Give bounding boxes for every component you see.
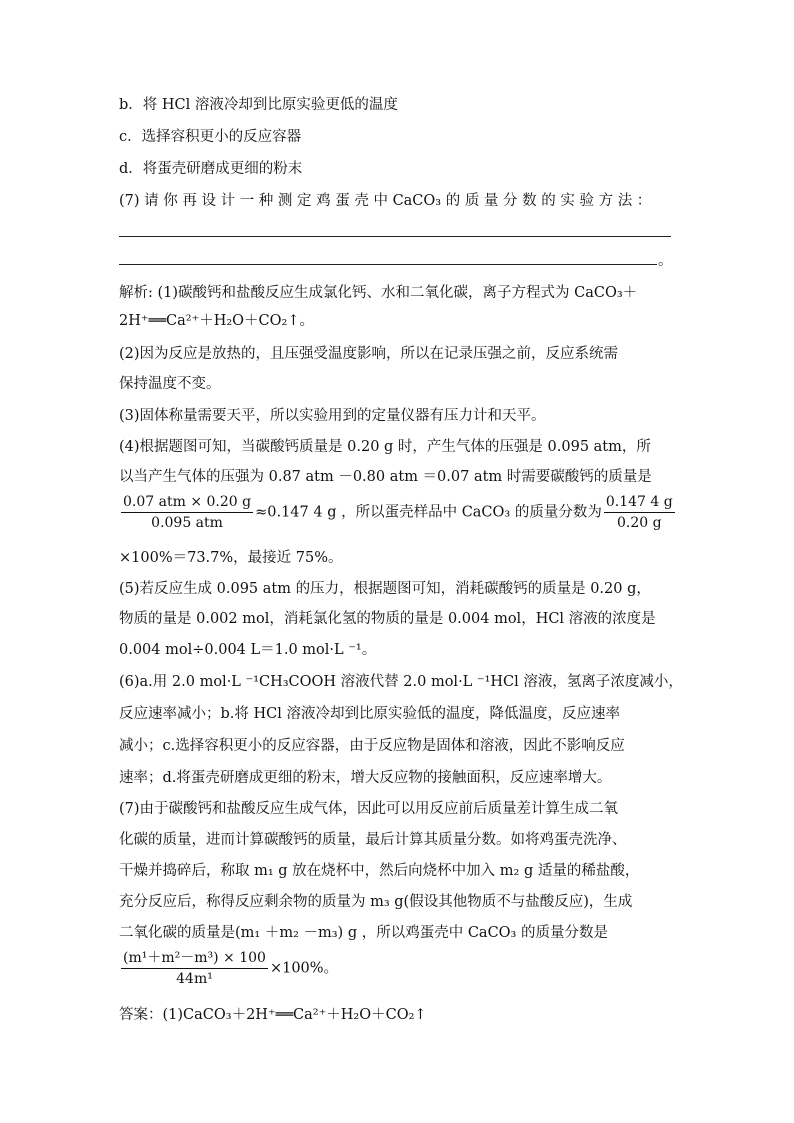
fraction-denominator: 44m¹ xyxy=(176,971,213,987)
analysis-p7-line5: 二氧化碳的质量是(m₁ ＋m₂ －m₃) g ，所以鸡蛋壳中 CaCO₃ 的质量分数是 xyxy=(119,925,608,941)
answer-line-1: 答案：(1)CaCO₃＋2H⁺══Ca²⁺＋H₂O＋CO₂↑ xyxy=(119,1007,427,1023)
question-7-prompt: (7) 请 你 再 设 计 一 种 测 定 鸡 蛋 壳 中 CaCO₃ 的 质 量 分 数 的 实 验 方 法 ： xyxy=(119,193,652,209)
fraction-mid-text: ≈0.147 4 g ，所以蛋壳样品中 CaCO₃ 的质量分数为 xyxy=(255,504,602,521)
fraction-numerator: 0.07 atm × 0.20 g xyxy=(121,492,253,513)
fraction-numerator: 0.147 4 g xyxy=(604,492,675,513)
fraction-mass-percent xyxy=(121,948,268,989)
analysis-p7-line2: 化碳的质量，进而计算碳酸钙的质量，最后计算其质量分数。如将鸡蛋壳洗净、 xyxy=(119,832,627,848)
fraction-mass-ratio xyxy=(604,492,675,533)
fraction-tail-text: ×100%。 xyxy=(269,960,339,977)
answer-blank-line-1 xyxy=(119,236,671,237)
analysis-p1-line2: 2H⁺══Ca²⁺＋H₂O＋CO₂↑。 xyxy=(119,313,314,329)
analysis-p6-line1: (6)a.用 2.0 mol·L ⁻¹CH₃COOH 溶液代替 2.0 mol·L ⁻¹HCl 溶液，氢离子浓度减小， xyxy=(119,674,683,690)
analysis-p3: (3)固体称量需要天平，所以实验用到的定量仪器有压力计和天平。 xyxy=(119,408,546,424)
option-d: d．将蛋壳研磨成更细的粉末 xyxy=(119,161,303,177)
analysis-p1-line1: 解析: (1)碳酸钙和盐酸反应生成氯化钙、水和二氧化碳，离子方程式为 CaCO₃＋ xyxy=(119,285,638,301)
analysis-p7-line3: 干燥并捣碎后，称取 m₁ g 放在烧杯中，然后向烧杯中加入 m₂ g 适量的稀盐酸， xyxy=(119,863,640,879)
analysis-p2-line1: (2)因为反应是放热的，且压强受温度影响，所以在记录压强之前，反应系统需 xyxy=(119,346,619,362)
fraction-denominator: 0.095 atm xyxy=(151,515,223,531)
analysis-p7-line4: 充分反应后，称得反应剩余物的质量为 m₃ g(假设其他物质不与盐酸反应)，生成 xyxy=(119,894,633,910)
analysis-p7-fraction-line xyxy=(119,948,675,994)
analysis-p5-line2: 物质的量是 0.002 mol，消耗氯化氢的物质的量是 0.004 mol，HCl 溶液的浓度是 xyxy=(119,611,656,627)
answer-blank-line-2 xyxy=(119,264,657,265)
fraction-pressure-ratio xyxy=(121,492,253,533)
analysis-p2-line2: 保持温度不变。 xyxy=(119,376,221,392)
option-b: b．将 HCl 溶液冷却到比原实验更低的温度 xyxy=(119,97,398,113)
option-c: c．选择容积更小的反应容器 xyxy=(119,129,302,145)
blank-end-mark: 。 xyxy=(658,253,673,269)
analysis-p4-line4: ×100%＝73.7%，最接近 75%。 xyxy=(119,550,343,566)
analysis-p5-line1: (5)若反应生成 0.095 atm 的压力，根据题图可知，消耗碳酸钙的质量是 0.20 g， xyxy=(119,581,651,597)
analysis-p4-line2: 以当产生气体的压强为 0.87 atm －0.80 atm ＝0.07 atm 时需要碳酸钙的质量是 xyxy=(119,469,652,485)
analysis-p4-line1: (4)根据题图可知，当碳酸钙质量是 0.20 g 时，产生气体的压强是 0.095 atm，所 xyxy=(119,439,651,455)
analysis-p7-line1: (7)由于碳酸钙和盐酸反应生成气体，因此可以用反应前后质量差计算生成二氧 xyxy=(119,801,619,817)
fraction-numerator: (m¹＋m²－m³) × 100 xyxy=(121,948,268,969)
analysis-p6-line4: 速率；d.将蛋壳研磨成更细的粉末，增大反应物的接触面积，反应速率增大。 xyxy=(119,770,612,786)
fraction-denominator: 0.20 g xyxy=(616,515,662,531)
analysis-p5-line3: 0.004 mol÷0.004 L＝1.0 mol·L ⁻¹。 xyxy=(119,642,377,658)
analysis-p6-line2: 反应速率减小；b.将 HCl 溶液冷却到比原实验低的温度，降低温度，反应速率 xyxy=(119,706,620,722)
analysis-p4-fraction-line xyxy=(119,492,675,538)
analysis-p6-line3: 减小；c.选择容积更小的反应容器，由于反应物是固体和溶液，因此不影响反应 xyxy=(119,738,625,754)
